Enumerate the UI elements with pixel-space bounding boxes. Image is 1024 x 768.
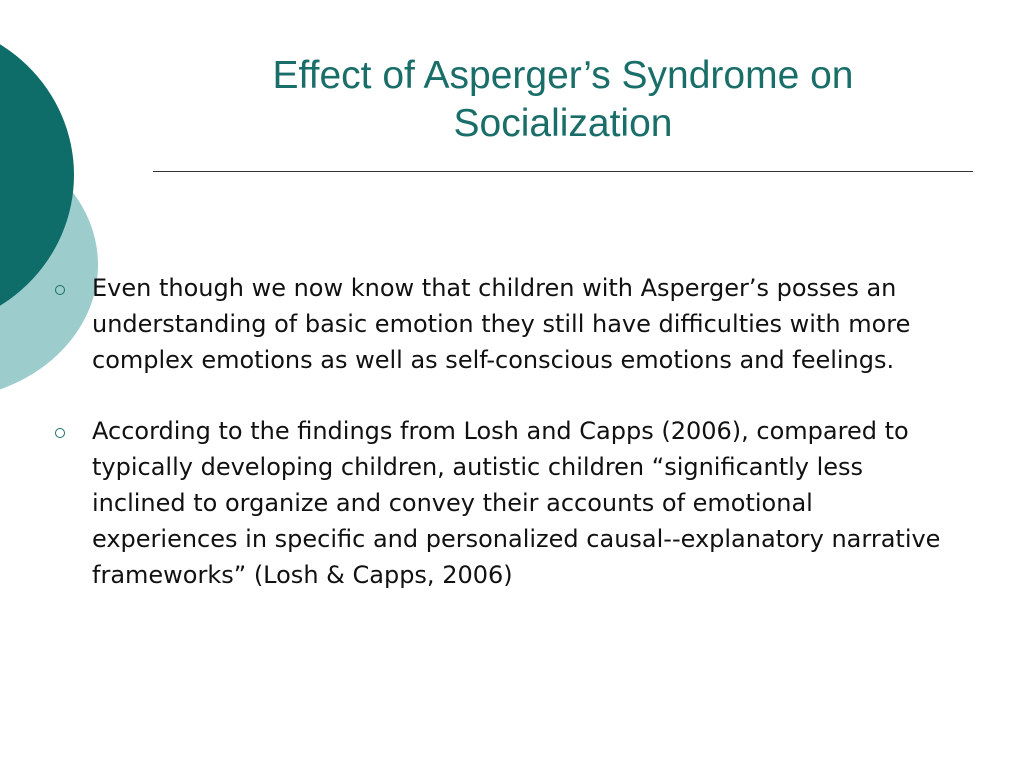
bullet-list <box>52 270 962 628</box>
bullet-text: According to the findings from Losh and Capps (2006), compared to typically developing children, autistic children “significantly less inclined to organize and convey their accounts of emotional experiences in specific and personalized causal--explanatory narrative frameworks” (Losh & Capps, 2006) <box>92 417 941 589</box>
hollow-circle-bullet-icon <box>55 285 65 295</box>
title-divider <box>153 171 973 172</box>
slide-title: Effect of Asperger’s Syndrome on Socialization <box>272 54 854 145</box>
bullet-item <box>52 270 962 378</box>
bullet-text: Even though we now know that children with Asperger’s posses an understanding of basic emotion they still have difficulties with more complex emotions as well as self-conscious emotions and feelings. <box>92 274 911 374</box>
hollow-circle-bullet-icon <box>55 428 65 438</box>
bullet-item <box>52 413 962 593</box>
